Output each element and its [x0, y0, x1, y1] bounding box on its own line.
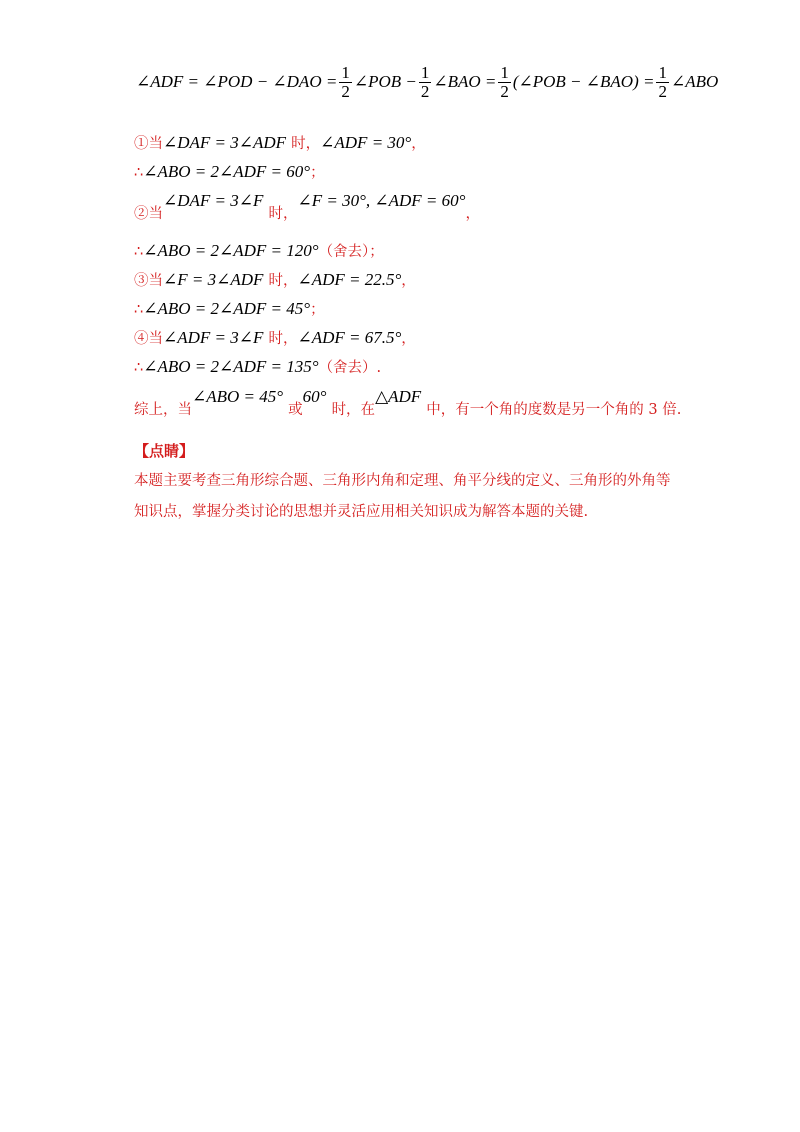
case-4-result: ∠ADF = 67.5°: [297, 328, 402, 347]
fraction-half-3: [498, 64, 511, 101]
fraction-half-4: [656, 64, 669, 101]
case-3-condition: ∠F = 3∠ADF: [163, 270, 264, 289]
eq-part-d: (∠POB − ∠BAO) =: [512, 72, 655, 91]
case-4-condition: ∠ADF = 3∠F: [163, 328, 264, 347]
frac-den: 2: [500, 81, 509, 101]
case-2-line: [134, 190, 480, 222]
frac-den: 2: [420, 81, 430, 101]
summary-suffix: 中，有一个角的度数是另一个角的 3 倍.: [426, 402, 682, 418]
punct: ；: [310, 302, 325, 318]
therefore-symbol: ∴: [134, 302, 144, 318]
frac-den: 2: [658, 81, 667, 101]
therefore-symbol: ∴: [134, 360, 144, 376]
case-2-when: 时，: [268, 206, 298, 222]
case-1-condition: ∠DAF = 3∠ADF: [163, 133, 287, 152]
frac-num: 1: [658, 62, 667, 82]
therefore-symbol: ∴: [134, 165, 144, 181]
punct: ，: [401, 331, 416, 347]
case-1-conclusion: [134, 161, 325, 182]
frac-num: 1: [500, 62, 509, 82]
case-1-result: ∠ADF = 30°: [320, 133, 412, 152]
summary-or: 或: [288, 402, 303, 418]
case-2-conclusion: [134, 240, 384, 261]
eq-part-c: ∠BAO =: [433, 72, 497, 91]
eq-part-b: ∠POB −: [353, 72, 417, 91]
comment-paragraph-line-2: 知识点，掌握分类讨论的思想并灵活应用相关知识成为解答本题的关键.: [134, 504, 589, 520]
punct: ，: [465, 206, 480, 222]
case-4-line: [134, 327, 416, 348]
eq-part-e: ∠ABO: [670, 72, 719, 91]
summary-prefix: 综上，当: [134, 402, 192, 418]
punct: ，: [401, 273, 416, 289]
fraction-half-2: [419, 64, 432, 101]
case-4-conclusion: [134, 356, 381, 377]
case-4-when: 时，: [268, 331, 298, 347]
case-2-condition: ∠DAF = 3∠F: [163, 191, 264, 210]
discard-note: （舍去）；: [318, 244, 384, 260]
case-3-abo: ∠ABO = 2∠ADF = 45°: [143, 299, 311, 318]
summary-line: [134, 386, 681, 418]
case-3-line: [134, 269, 416, 290]
case-3-result: ∠ADF = 22.5°: [297, 270, 402, 289]
summary-triangle-adf: △ADF: [375, 387, 422, 406]
case-2-abo: ∠ABO = 2∠ADF = 120°: [143, 241, 319, 260]
case-4-label: ④当: [134, 331, 163, 347]
comment-paragraph-line-1: 本题主要考查三角形综合题、三角形内角和定理、角平分线的定义、三角形的外角等: [134, 473, 671, 489]
case-4-abo: ∠ABO = 2∠ADF = 135°: [143, 357, 319, 376]
case-1-label: ①当: [134, 136, 163, 152]
frac-den: 2: [341, 81, 350, 101]
case-3-label: ③当: [134, 273, 163, 289]
equation-angle-adf: [136, 60, 718, 104]
summary-angle-45: ∠ABO = 45°: [192, 387, 284, 406]
case-1-when: 时，: [291, 136, 321, 152]
frac-num: 1: [420, 62, 430, 82]
fraction-half-1: [339, 64, 352, 101]
eq-part-a: ∠ADF = ∠POD − ∠DAO =: [136, 72, 338, 91]
punct: ；: [310, 165, 325, 181]
case-2-result: ∠F = 30°, ∠ADF = 60°: [297, 191, 466, 210]
case-3-when: 时，: [268, 273, 298, 289]
punct: ，: [411, 136, 426, 152]
case-1-line: [134, 132, 426, 153]
summary-in: 时，在: [331, 402, 376, 418]
case-1-abo: ∠ABO = 2∠ADF = 60°: [143, 162, 311, 181]
therefore-symbol: ∴: [134, 244, 144, 260]
case-3-conclusion: [134, 298, 325, 319]
comment-heading: 【点睛】: [134, 442, 195, 460]
discard-note: （舍去）.: [318, 360, 382, 376]
case-2-label: ②当: [134, 206, 163, 222]
frac-num: 1: [341, 62, 350, 82]
summary-angle-60: 60°: [302, 387, 327, 406]
